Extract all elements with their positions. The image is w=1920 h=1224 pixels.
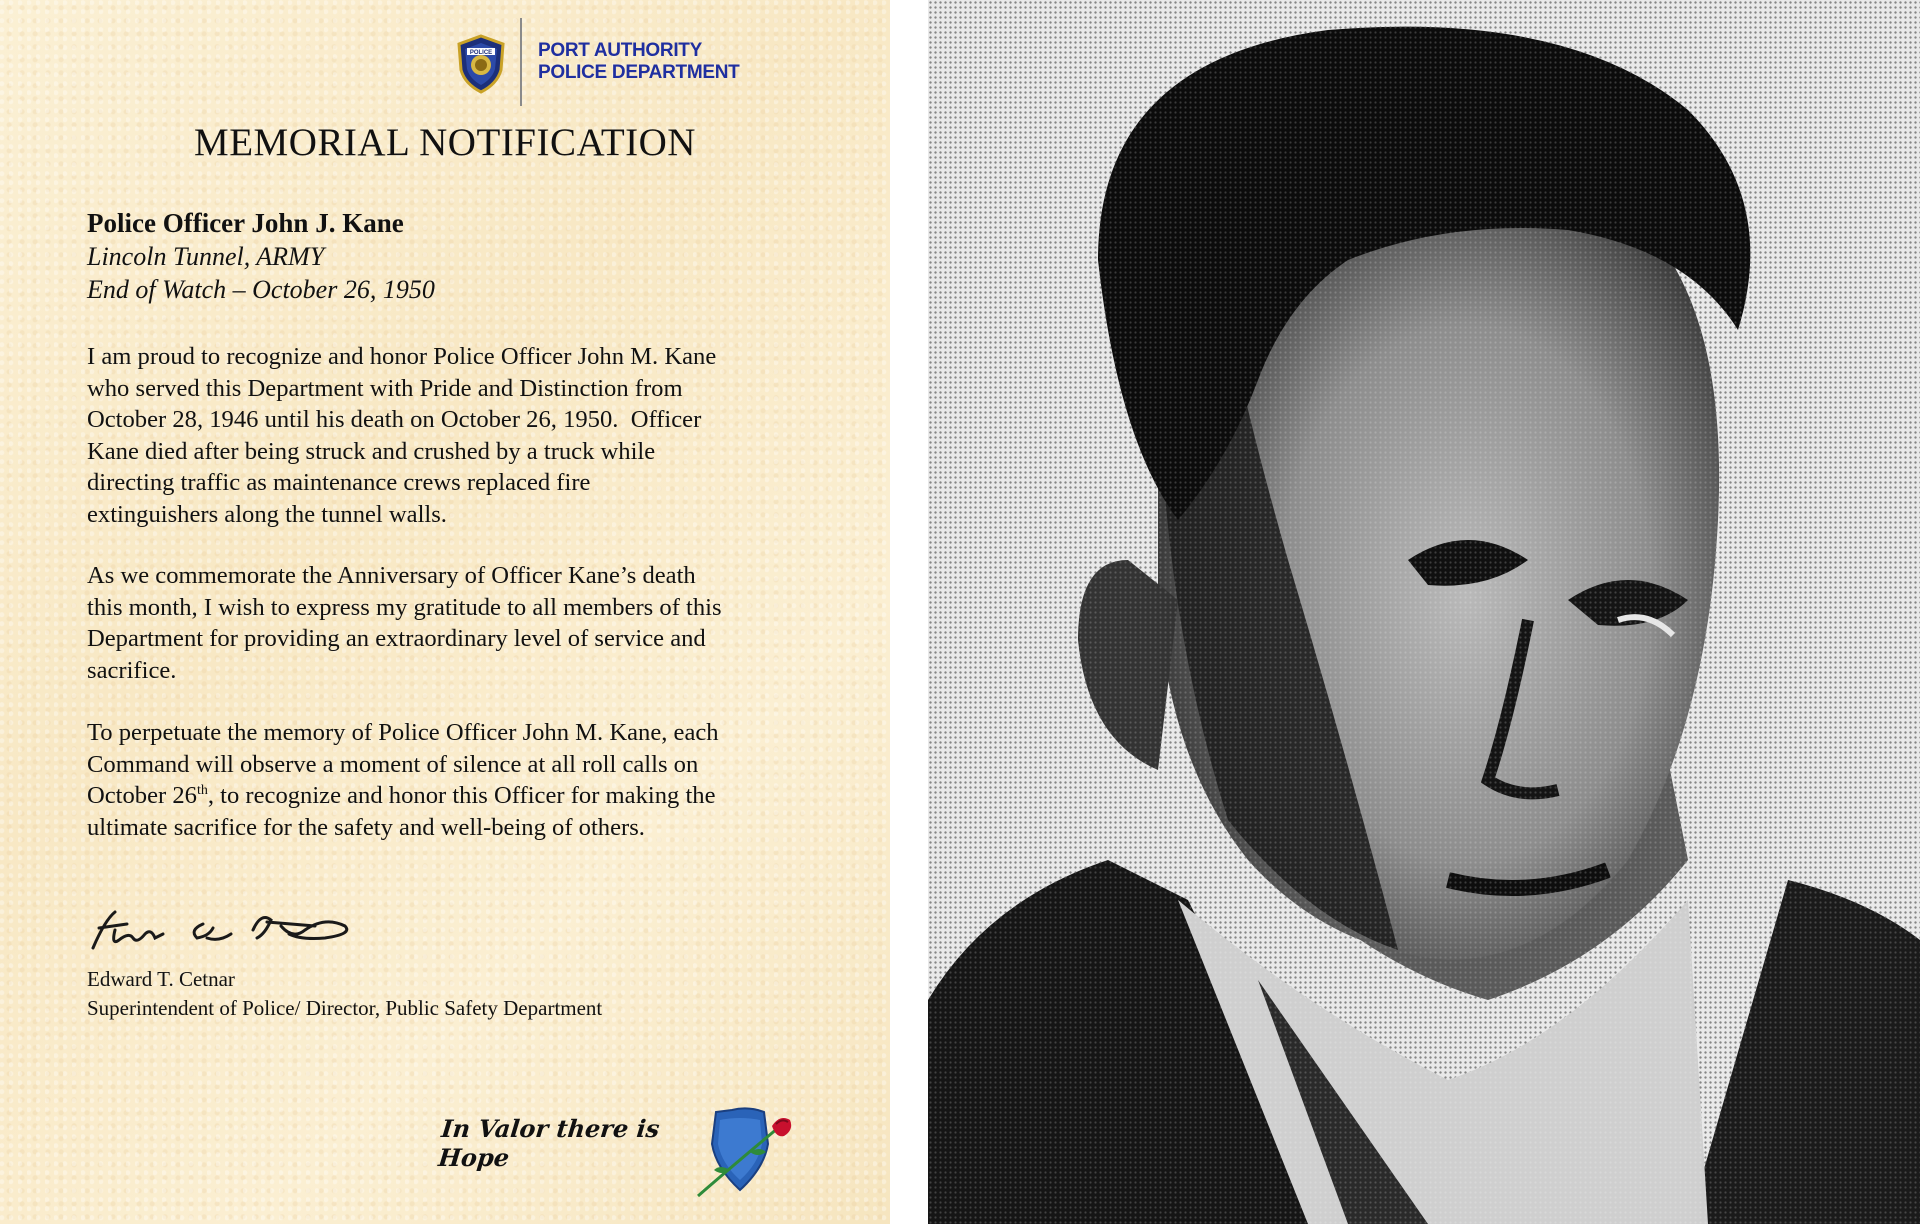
date-text: October 26: [87, 782, 197, 809]
badge-text: POLICE: [469, 50, 493, 56]
police-shield-icon: [455, 34, 507, 94]
agency-line-2: POLICE DEPARTMENT: [538, 62, 740, 83]
text-line: ultimate sacrifice for the safety and well-being of others.: [87, 813, 645, 841]
text-line: As we commemorate the Anniversary of Officer Kane’s death: [87, 562, 696, 589]
text-line: extinguishers along the tunnel walls.: [87, 500, 447, 528]
officer-portrait-photo: [928, 0, 1920, 1224]
image-gap: [890, 0, 928, 1224]
header-divider: [520, 18, 522, 106]
officer-block: [87, 206, 847, 306]
memorial-letter: [0, 0, 890, 1224]
agency-name: [538, 40, 858, 84]
signer-block: [87, 965, 847, 1023]
text-line: [87, 780, 817, 812]
text-line: To perpetuate the memory of Police Officer John M. Kane, each: [87, 719, 719, 746]
signer-title: Superintendent of Police/ Director, Public Safety Department: [87, 996, 603, 1020]
text-line: I am proud to recognize and honor Police Officer John M. Kane: [87, 343, 717, 370]
paragraph-service: [87, 341, 817, 530]
badge-with-rose-icon: [690, 1104, 800, 1200]
text-line: October 28, 1946 until his death on October 26, 1950. Officer: [87, 406, 702, 433]
signer-name: Edward T. Cetnar: [87, 967, 235, 991]
officer-name: Police Officer John J. Kane: [87, 208, 404, 238]
text-line: Kane died after being struck and crushed by a truck while: [87, 437, 656, 465]
end-of-watch: End of Watch – October 26, 1950: [87, 275, 435, 304]
letterhead: [455, 18, 855, 108]
signature-image: [85, 900, 365, 960]
paragraph-silence: [87, 717, 817, 843]
paragraph-gratitude: [87, 560, 817, 686]
text-line: Command will observe a moment of silence at all roll calls on: [87, 750, 699, 778]
ordinal-suffix: th: [196, 782, 208, 798]
text-line: this month, I wish to express my gratitude to all members of this: [87, 593, 722, 621]
officer-assignment: Lincoln Tunnel, ARMY: [87, 242, 325, 271]
text-line: directing traffic as maintenance crews replaced fire: [87, 469, 591, 496]
text-line: Department for providing an extraordinary level of service and: [87, 625, 706, 652]
portrait-drawing: [928, 0, 1920, 1224]
page-title: MEMORIAL NOTIFICATION: [194, 121, 696, 164]
text-line: sacrifice.: [87, 656, 177, 684]
agency-line-1: PORT AUTHORITY: [538, 40, 702, 61]
text-span: , to recognize and honor this Officer for making the: [207, 782, 716, 809]
text-line: who served this Department with Pride and Distinction from: [87, 374, 683, 402]
motto: In Valor there is Hope: [436, 1114, 661, 1172]
